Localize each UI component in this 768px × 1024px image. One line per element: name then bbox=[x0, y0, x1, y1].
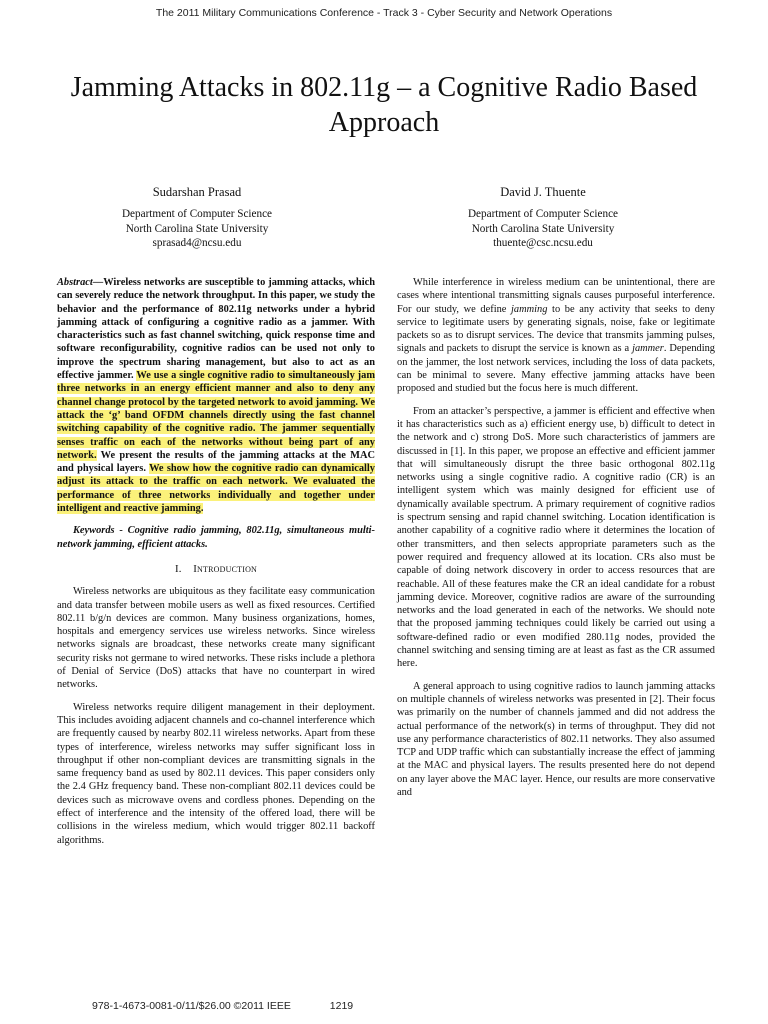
abstract: Abstract—Wireless networks are susceptible to jamming attacks, which can severely reduce the network throughput. In this paper, we study the behavior and the performance of 802.11g networks under a hybrid jamming attack of configuring a cognitive radio as a jammer. With characteristics such as fast channel switching, quick response time and software reconfigurability, cognitive radios can be used not only to improve the spectrum sharing management, but also to act as an effective jammer. We use a single cognitive radio to simultaneously jam three networks in an energy efficient manner and also to deny any channel change protocol by the targeted network to avoid jamming. We attack the ‘g’ band OFDM channels directly using the fast channel switching capability of the cognitive radio. The jammer sequentially senses traffic on each of the networks without being part of any network. We present the results of the jamming attacks at the MAC and physical layers. We show how the cognitive radio can dynamically adjust its attack to the traffic on each network. We evaluated the performance of three networks individually and together under intelligent and reactive jamming. bbox=[57, 277, 375, 515]
abstract-text: Wireless networks are susceptible to jamming attacks, which can severely reduce the network throughput. In this paper, we study the behavior and the performance of 802.11g networks under a hybrid jamming attack of configuring a cognitive radio as a jammer. With characteristics such as fast channel switching, quick response time and software reconfigurability, cognitive radios can be used not only to improve the spectrum sharing management, but also to act as an effective jammer. bbox=[57, 277, 375, 382]
author-name: David J. Thuente bbox=[500, 185, 586, 199]
author-univ: North Carolina State University bbox=[471, 222, 615, 235]
left-column bbox=[57, 276, 375, 856]
author-block-1 bbox=[67, 185, 327, 251]
body-paragraph: Wireless networks require diligent management in their deployment. This includes avoiding adjacent channels and co-channel interference which are frequently caused by nearby 802.11 wireless networks. Apart from these types of interference, wireless networks may suffer significant loss in throughput if other non-compliant devices are transmitting signals in the same frequency band as used by 802.11 devices. This paper considers only the 2.4 GHz frequency band. These non-compliant 802.11 devices could be devices such as microwave ovens and cordless phones. Depending on the effect of interference and the intensity of the offered load, there will be collisions in the wireless medium, which would trigger 802.11 backoff algorithms. bbox=[57, 701, 375, 846]
author-univ: North Carolina State University bbox=[125, 222, 269, 235]
author-dept: Department of Computer Science bbox=[121, 207, 273, 220]
term-jamming: jamming bbox=[511, 303, 548, 315]
abstract-highlight: We show how the cognitive radio can dynamically adjust its attack to the traffic on each network. We evaluated the performance of three networks individually and together under intelligent and reactive jamming. bbox=[57, 463, 375, 515]
body-paragraph: While interference in wireless medium can be unintentional, there are cases where intentional transmitting signals causes purposeful interference. For our study, we define jamming to be any activity that seeks to deny service to legitimate users by generating signals, noise, fake or legitimate packets so as to disrupt services. The device that transmits jamming pulses, signals and packets to disrupt the service is known as a jammer. Depending on the jammer, the lost network services, including the loss of data packets, can be minimal to severe. Many effective jamming attacks have been proposed and studied but the focus here is much different. bbox=[397, 277, 715, 395]
copyright-line: 978-1-4673-0081-0/11/$26.00 ©2011 IEEE bbox=[92, 1000, 291, 1012]
term-jammer: jammer bbox=[632, 343, 664, 355]
abstract-text: We present the results of the jamming attacks at the MAC and physical layers. bbox=[57, 449, 375, 475]
body-paragraph: A general approach to using cognitive radios to launch jamming attacks on multiple channels of wireless networks was presented in [2]. Their focus was primarily on the number of channels jammed and did not address the actual performance of the network(s) in terms of throughput. They did not use any performance characteristics of 802.11 networks. They also assumed TCP and UDP traffic which can substantially increase the effect of jamming at the MAC and physical layers. The results presented here do not depend on any layer above the MAC layer. Hence, our results are more conservative and bbox=[397, 680, 715, 798]
author-dept: Department of Computer Science bbox=[467, 207, 619, 220]
section-heading: I. Introduction bbox=[174, 562, 258, 575]
author-block-2 bbox=[413, 185, 673, 251]
right-column bbox=[397, 276, 715, 808]
author-email[interactable]: sprasad4@ncsu.edu bbox=[152, 237, 242, 250]
abstract-highlight: We use a single cognitive radio to simultaneously jam three networks in an energy efficient manner and also to deny any channel change protocol by the targeted network to avoid jamming. We attack the ‘g’ band OFDM channels directly using the fast channel switching capability of the cognitive radio. The jammer sequentially senses traffic on each of the networks without being part of any network. bbox=[57, 370, 375, 461]
page-footer bbox=[92, 1000, 353, 1012]
body-paragraph: From an attacker’s perspective, a jammer is efficient and effective when it has characteristics such as a) efficient energy use, b) difficult to detect in the network and c) strong DoS. More such characteristics of jammers are discussed in [1]. In this paper, we propose an effective and efficient jammer that will simultaneously disrupt the three basic orthogonal 802.11g networks using a single cognitive radio. A cognitive radio (CR) is an intelligent system which was mainly designed for efficient use of dynamically available spectrum. A primary requirement of cognitive radios is spectrum sensing and rapid channel switching. Location identification is another capability of a cognitive radio where it determines the location of other transmitters, and then selects appropriate parameters such as the power required and frequency allowed at its location. CRs also must be capable of doing network discovery in order to access resources that are reachable. All of these features make the CR an ideal candidate for a robust jamming device. Moreover, cognitive radios are aware of the surrounding networks and the load generated in each of the networks. We should note that the proposed jamming techniques could likely be carried out using a software-defined radio or even modified 280.11g nodes, provided the channel switching and sensing timing are at least as fast as the CR assumed here. bbox=[397, 405, 715, 670]
keywords: Keywords - Cognitive radio jamming, 802.11g, simultaneous multi-network jamming, efficient attacks. bbox=[57, 525, 375, 550]
author-name: Sudarshan Prasad bbox=[152, 185, 242, 199]
paper-title: Jamming Attacks in 802.11g – a Cognitive Radio Based Approach bbox=[70, 72, 698, 138]
body-paragraph: Wireless networks are ubiquitous as they facilitate easy communication and data transfer between mobile users as well as fixed resources. Certified 802.11 b/g/n devices are common. Many business organizations, homes, hospitals and emergency services use wireless networks. Since wireless networks signals are broadcast, these networks create many significant security risks not germane to wired networks. These risks include a plethora of Denial of Service (DoS) attacks that have no counterpart in wired networks. bbox=[57, 586, 375, 691]
conference-header: The 2011 Military Communications Conference - Track 3 - Cyber Security and Network Operations bbox=[155, 7, 613, 19]
page-number: 1219 bbox=[329, 1000, 354, 1012]
author-email[interactable]: thuente@csc.ncsu.edu bbox=[493, 237, 593, 250]
abstract-label: Abstract bbox=[57, 277, 93, 288]
